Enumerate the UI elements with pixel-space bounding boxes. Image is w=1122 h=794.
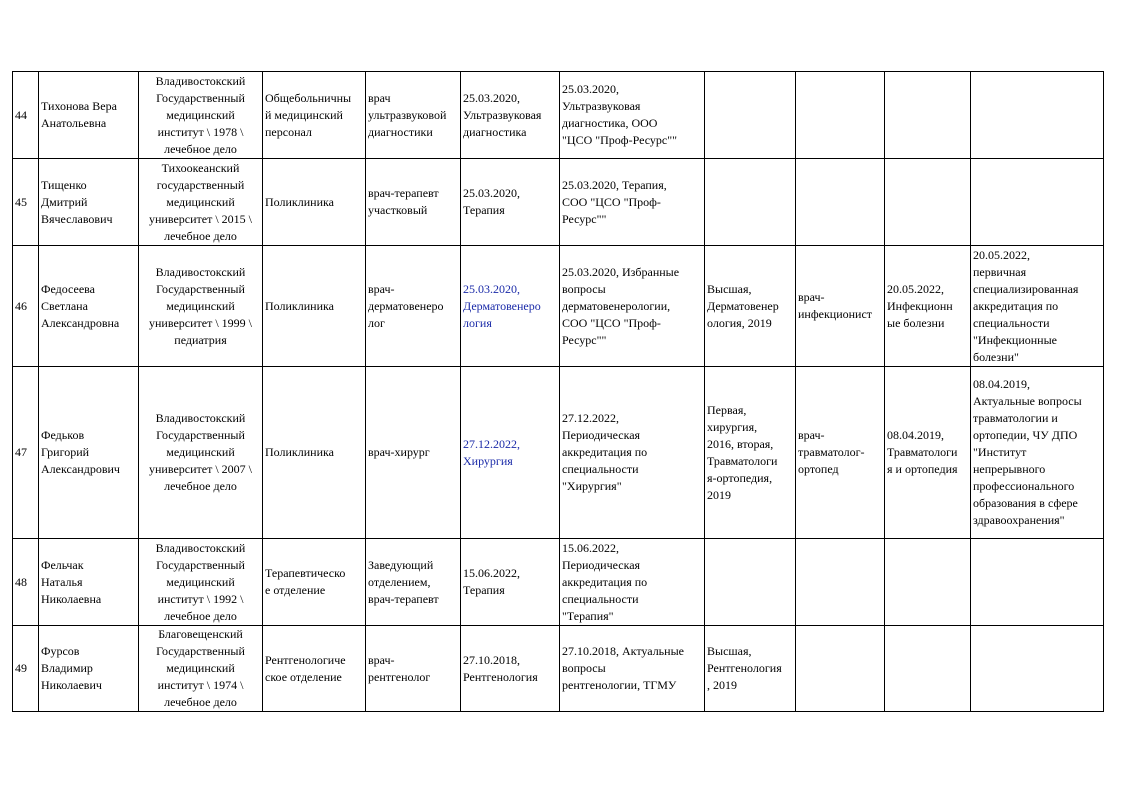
table-row [13,246,1104,367]
certificate-cell: 27.12.2022, Хирургия [461,367,560,539]
second-position-cell [796,72,885,159]
employee-name: Тищенко Дмитрий Вячеславович [39,159,139,246]
department-cell: Терапевтическо е отделение [263,539,366,626]
category-cell: Высшая, Рентгенология , 2019 [705,626,796,712]
accreditation-cell [971,626,1104,712]
certificate-cell: 25.03.2020, Дерматовенеро логия [461,246,560,367]
education-cell: Владивостокский Государственный медицинский институт \ 1978 \ лечебное дело [139,72,263,159]
category-cell [705,72,796,159]
category-cell: Первая, хирургия, 2016, вторая, Травматологи я-ортопедия, 2019 [705,367,796,539]
row-number: 46 [13,246,39,367]
position-cell: врач- рентгенолог [366,626,461,712]
education-cell: Тихоокеанский государственный медицинский университет \ 2015 \ лечебное дело [139,159,263,246]
second-certificate-cell [885,539,971,626]
table-row [13,72,1104,159]
position-cell: Заведующий отделением, врач-терапевт [366,539,461,626]
second-position-cell: врач- травматолог- ортопед [796,367,885,539]
row-number: 44 [13,72,39,159]
accreditation-cell: 08.04.2019, Актуальные вопросы травматологии и ортопедии, ЧУ ДПО "Институт непрерывного профессионального образования в сфере здравоохранения" [971,367,1104,539]
second-position-cell: врач- инфекционист [796,246,885,367]
training-cell: 27.12.2022, Периодическая аккредитация по специальности "Хирургия" [560,367,705,539]
accreditation-cell [971,539,1104,626]
education-cell: Владивостокский Государственный медицинский университет \ 2007 \ лечебное дело [139,367,263,539]
row-number: 49 [13,626,39,712]
table-row [13,626,1104,712]
employee-name: Федосеева Светлана Александровна [39,246,139,367]
employee-name: Фельчак Наталья Николаевна [39,539,139,626]
department-cell: Поликлиника [263,159,366,246]
certificate-cell: 25.03.2020, Терапия [461,159,560,246]
table-row [13,159,1104,246]
certificate-cell: 27.10.2018, Рентгенология [461,626,560,712]
second-certificate-cell [885,72,971,159]
category-cell [705,539,796,626]
education-cell: Владивостокский Государственный медицинский университет \ 1999 \ педиатрия [139,246,263,367]
staff-qualifications-table [12,71,1104,712]
category-cell: Высшая, Дерматовенер ология, 2019 [705,246,796,367]
training-cell: 25.03.2020, Терапия, СОО "ЦСО "Проф- Ресурс"" [560,159,705,246]
accreditation-cell: 20.05.2022, первичная специализированная аккредитация по специальности "Инфекционные болезни" [971,246,1104,367]
second-certificate-cell [885,626,971,712]
row-number: 45 [13,159,39,246]
training-cell: 15.06.2022, Периодическая аккредитация по специальности "Терапия" [560,539,705,626]
training-cell: 25.03.2020, Ультразвуковая диагностика, ООО "ЦСО "Проф-Ресурс"" [560,72,705,159]
second-certificate-cell: 08.04.2019, Травматологи я и ортопедия [885,367,971,539]
second-certificate-cell [885,159,971,246]
category-cell [705,159,796,246]
position-cell: врач ультразвуковой диагностики [366,72,461,159]
department-cell: Поликлиника [263,367,366,539]
row-number: 47 [13,367,39,539]
accreditation-cell [971,159,1104,246]
accreditation-cell [971,72,1104,159]
certificate-cell: 15.06.2022, Терапия [461,539,560,626]
row-number: 48 [13,539,39,626]
certificate-cell: 25.03.2020, Ультразвуковая диагностика [461,72,560,159]
employee-name: Фурсов Владимир Николаевич [39,626,139,712]
table-row [13,539,1104,626]
employee-name: Федьков Григорий Александрович [39,367,139,539]
employee-name: Тихонова Вера Анатольевна [39,72,139,159]
department-cell: Рентгенологиче ское отделение [263,626,366,712]
table-row [13,367,1104,539]
department-cell: Общебольничны й медицинский персонал [263,72,366,159]
second-certificate-cell: 20.05.2022, Инфекционн ые болезни [885,246,971,367]
position-cell: врач-терапевт участковый [366,159,461,246]
education-cell: Владивостокский Государственный медицинский институт \ 1992 \ лечебное дело [139,539,263,626]
training-cell: 25.03.2020, Избранные вопросы дерматовенерологии, СОО "ЦСО "Проф- Ресурс"" [560,246,705,367]
second-position-cell [796,626,885,712]
training-cell: 27.10.2018, Актуальные вопросы рентгенологии, ТГМУ [560,626,705,712]
second-position-cell [796,159,885,246]
department-cell: Поликлиника [263,246,366,367]
second-position-cell [796,539,885,626]
position-cell: врач- дерматовенеро лог [366,246,461,367]
education-cell: Благовещенский Государственный медицинский институт \ 1974 \ лечебное дело [139,626,263,712]
position-cell: врач-хирург [366,367,461,539]
